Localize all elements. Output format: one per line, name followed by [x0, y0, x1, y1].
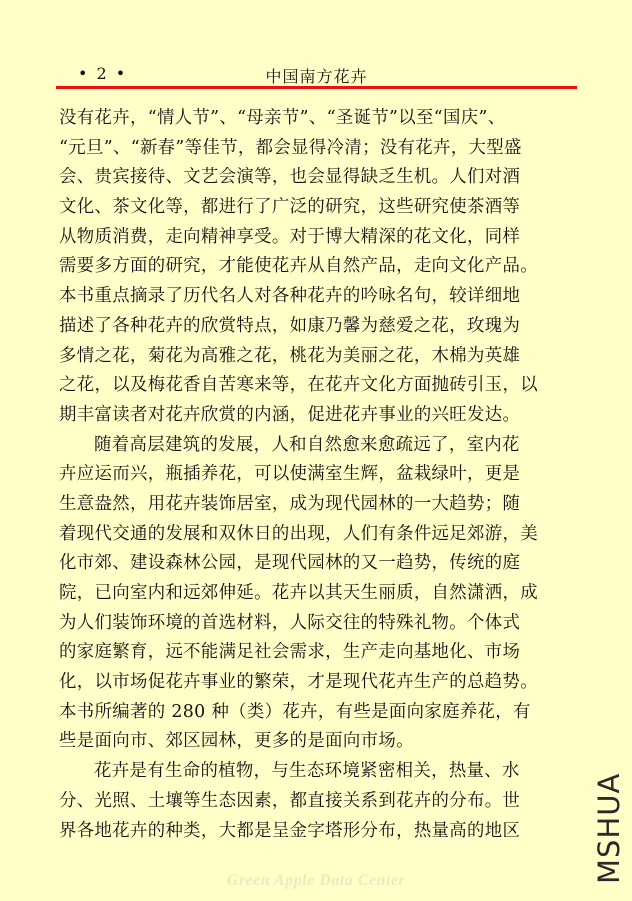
text-line: 界各地花卉的种类，大都是呈金字塔形分布，热量高的地区: [59, 820, 521, 841]
text-line: 生意盎然，用花卉装饰居室，成为现代园林的一大趋势；随: [59, 493, 521, 514]
text-line: 本书重点摘录了历代名人对各种花卉的吟咏名句，较详细地: [59, 286, 521, 307]
text-line: 的家庭繁育，远不能满足社会需求，生产走向基地化、市场: [59, 642, 521, 663]
text-line: 没有花卉，“情人节”、“母亲节”、“圣诞节”以至“国庆”、: [59, 108, 506, 128]
paragraph-start-line: 花卉是有生命的植物，与生态环境紧密相关，热量、水: [94, 761, 520, 782]
text-line: 从物质消费，走向精神享受。对于博大精深的花文化，同样: [59, 226, 521, 247]
text-line: 分、光照、土壤等生态因素，都直接关系到花卉的分布。世: [59, 790, 521, 811]
text-line: 之花，以及梅花香自苦寒来等，在花卉文化方面抛砖引玉，以: [59, 375, 538, 396]
bottom-watermark: Green Apple Data Center: [226, 872, 406, 889]
text-line: 本书所编著的 280 种（类）花卉，有些是面向家庭养花，有: [59, 701, 531, 722]
text-line: 期丰富读者对花卉欣赏的内涵，促进花卉事业的兴旺发达。: [59, 404, 521, 425]
paragraph-start-line: 随着高层建筑的发展，人和自然愈来愈疏远了，室内花: [94, 434, 520, 455]
page-header: [56, 64, 577, 86]
text-line: 为人们装饰环境的首选材料，人际交往的特殊礼物。个体式: [59, 612, 521, 633]
text-line: “元旦”、“新春”等佳节，都会显得冷清；没有花卉，大型盛: [59, 137, 522, 158]
running-title: 中国南方花卉: [265, 67, 368, 86]
text-line: 着现代交通的发展和双休日的出现，人们有条件远足郊游，美: [59, 523, 538, 544]
text-line: 描述了各种花卉的欣赏特点，如康乃馨为慈爱之花，玫瑰为: [59, 315, 521, 336]
text-line: 会、贵宾接待、文艺会演等，也会显得缺乏生机。人们对酒: [59, 167, 521, 188]
text-line: 卉应运而兴，瓶插养花，可以使满室生辉，盆栽绿叶，更是: [59, 464, 521, 485]
text-line: 些是面向市、郊区园林，更多的是面向市场。: [59, 731, 414, 752]
text-line: 化，以市场促花卉事业的繁荣，才是现代花卉生产的总趋势。: [59, 672, 538, 693]
side-watermark: MSHUA: [592, 772, 626, 884]
text-line: 多情之花，菊花为高雅之花，桃花为美丽之花，木棉为英雄: [59, 345, 521, 366]
text-line: 院，已向室内和远郊伸延。花卉以其天生丽质，自然潇洒，成: [59, 583, 538, 603]
text-line: 文化、茶文化等，都进行了广泛的研究，这些研究使茶酒等: [59, 197, 521, 218]
body-text: [59, 104, 581, 846]
text-line: 需要多方面的研究，才能使花卉从自然产品，走向文化产品。: [59, 256, 538, 277]
header-rule: [56, 86, 577, 89]
text-line: 化市郊、建设森林公园，是现代园林的又一趋势，传统的庭: [59, 553, 521, 574]
page-number: • 2 •: [78, 64, 128, 83]
